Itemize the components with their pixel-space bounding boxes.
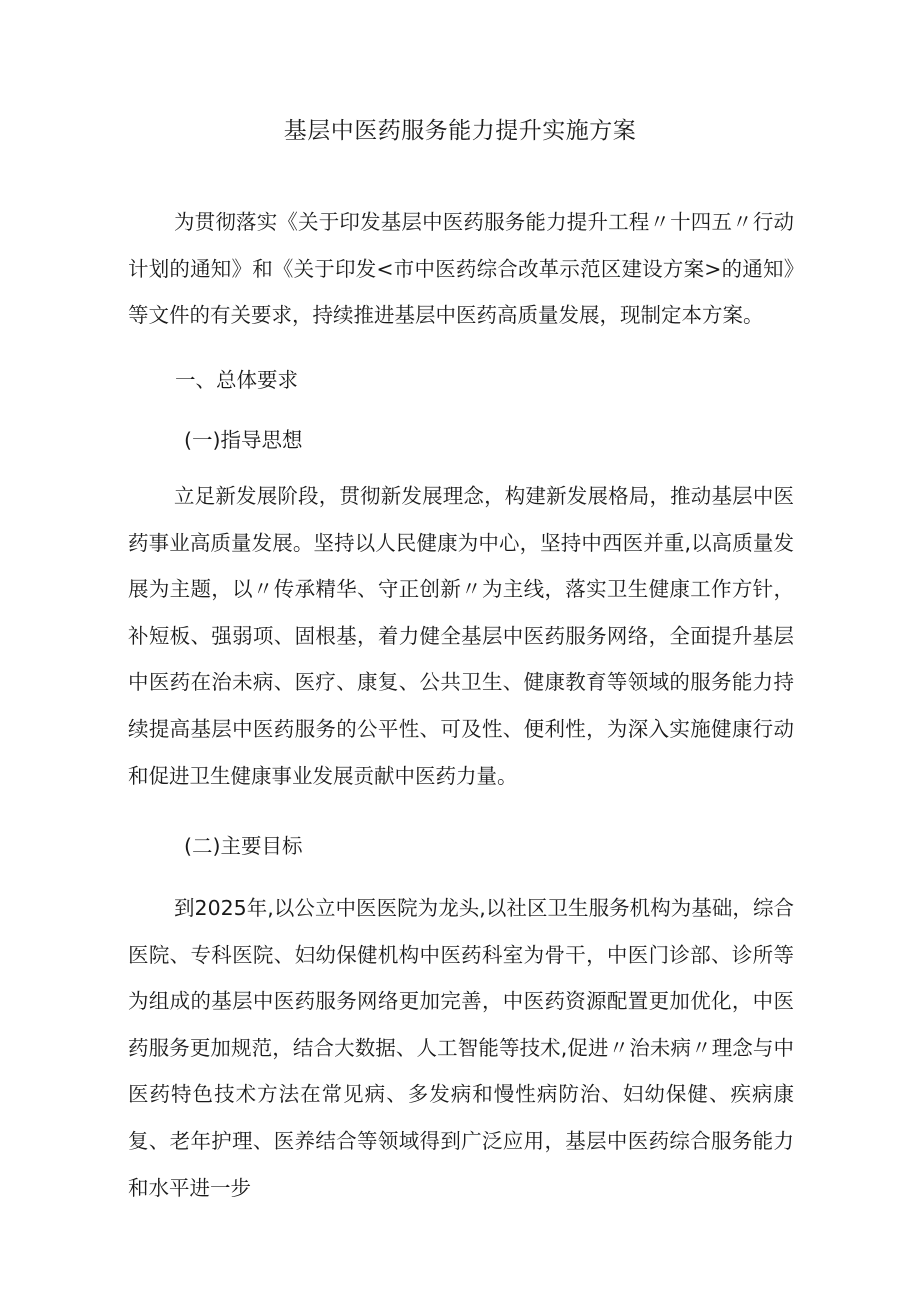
main-goals-paragraph: 到2025年,以公立中医医院为龙头,以社区卫生服务机构为基础，综合医院、专科医院、妇幼保健机构中医药科室为骨干，中医门诊部、诊所等为组成的基层中医药服务网络更加完善，中医药资源配置更加优化，中医药服务更加规范，结合大数据、人工智能等技术,促进〃治未病〃理念与中医药特色技术方法在常见病、多发病和慢性病防治、妇幼保健、疾病康复、老年护理、医养结合等领域得到广泛应用，基层中医药综合服务能力和水平进一步 [128,896,794,1200]
document-title: 基层中医药服务能力提升实施方案 [283,118,637,144]
guiding-ideology-paragraph: 立足新发展阶段，贯彻新发展理念，构建新发展格局，推动基层中医药事业高质量发展。坚持以人民健康为中心，坚持中西医并重,以高质量发展为主题，以〃传承精华、守正创新〃为主线，落实卫生健康工作方针，补短板、强弱项、固根基，着力健全基层中医药服务网络，全面提升基层中医药在治未病、医疗、康复、公共卫生、健康教育等领域的服务能力持续提高基层中医药服务的公平性、可及性、便利性，为深入实施健康行动和促进卫生健康事业发展贡献中医药力量。 [128,484,794,788]
subsection-heading-guiding-ideology: (一)指导思想 [184,428,303,452]
intro-paragraph: 为贯彻落实《关于印发基层中医药服务能力提升工程〃十四五〃行动计划的通知》和《关于印发<市中医药综合改革示范区建设方案>的通知》等文件的有关要求，持续推进基层中医药高质量发展，现制定本方案。 [128,210,794,328]
section-heading-general-requirements: 一、总体要求 [175,368,298,392]
subsection-heading-main-goals: (二)主要目标 [184,834,303,858]
